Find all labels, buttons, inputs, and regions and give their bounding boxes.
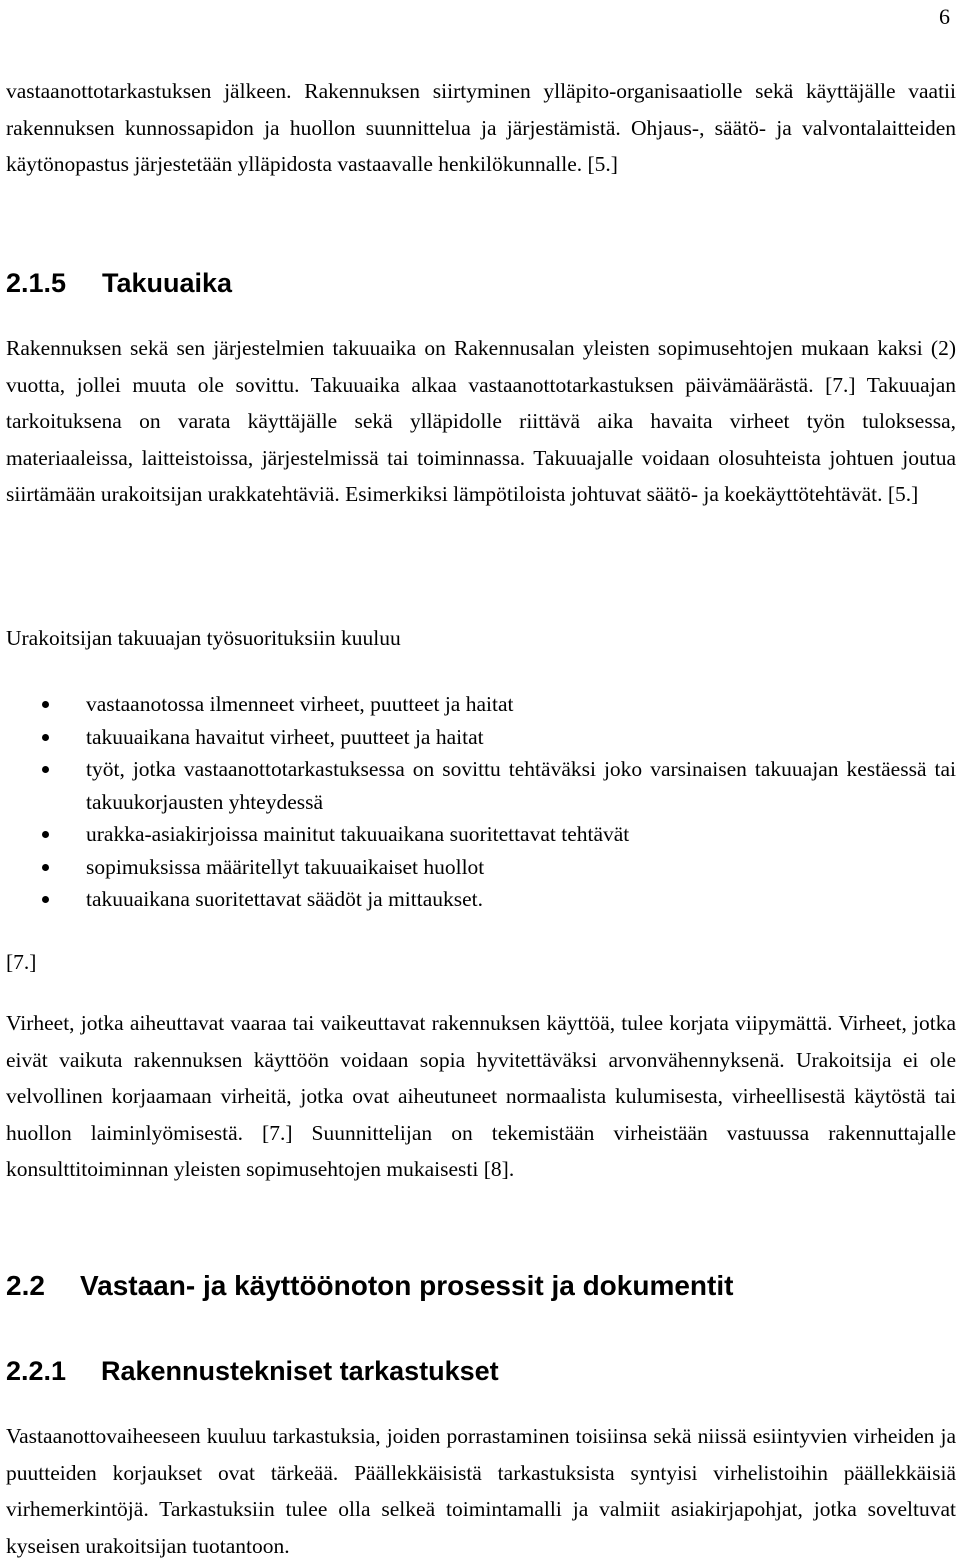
list-item-text: vastaanotossa ilmenneet virheet, puutteet ja haitat	[86, 692, 514, 716]
section-title: Rakennustekniset tarkastukset	[101, 1356, 499, 1386]
section-heading-prosessit	[6, 1268, 733, 1304]
list-item-text: sopimuksissa määritellyt takuuaikaiset huollot	[86, 854, 485, 879]
bullet-icon	[42, 864, 49, 871]
warranty-work-list	[42, 688, 956, 916]
list-lead-text: Urakoitsijan takuuajan työsuorituksiin kuuluu	[6, 626, 401, 650]
section-number: 2.1.5	[6, 268, 67, 298]
list-item-text: työt, jotka vastaanottotarkastuksessa on sovittu tehtäväksi joko varsinaisen takuuajan kestäessä tai takuukorjausten yhteydessä	[86, 757, 956, 814]
bullet-icon	[42, 896, 49, 903]
virheet-paragraph: Virheet, jotka aiheuttavat vaaraa tai vaikeuttavat rakennuksen käyttöä, tulee korjata viipymättä. Virheet, jotka eivät vaikuta rakennuksen käyttöön voidaan sopia hyvitettäväksi arvonvähennyksenä. Urakoitsija ei ole velvollinen korjaamaan virheitä, jotka ovat aiheutuneet normaalista kulumisesta, virheellisestä käytöstä tai huollon laiminlyömisestä. [7.] Suunnittelijan on tekemistään virheistään vastuussa rakennuttajalle konsulttitoiminnan yleisten sopimusehtojen mukaisesti [8].	[6, 1011, 956, 1182]
reference-citation: [7.]	[6, 950, 37, 974]
section-heading-takuuaika	[6, 266, 232, 300]
bullet-icon	[42, 734, 49, 741]
section-number: 2.2	[6, 1270, 45, 1301]
list-item-text: takuuaikana suoritettavat säädöt ja mittaukset.	[86, 887, 484, 911]
list-item-text: urakka-asiakirjoissa mainitut takuuaikana suoritettavat tehtävät	[86, 822, 630, 846]
section-title: Vastaan- ja käyttöönoton prosessit ja dokumentit	[80, 1270, 734, 1301]
rakennustekniset-paragraph: Vastaanottovaiheeseen kuuluu tarkastuksia, joiden porrastaminen toisiinsa sekä niissä esiintyvien virheiden ja puutteiden korjaukset ovat tärkeää. Päällekkäisistä tarkastuksista syntyisi virhelistoihin päällekkäisiä virhemerkintöjä. Tarkastuksiin tulee olla selkeä toimintamalli ja valmiit asiakirjapohjat, jotka soveltuvat kyseisen urakoitsijan tuotantoon.	[6, 1424, 956, 1558]
page-number: 6	[939, 4, 950, 29]
list-item	[42, 753, 956, 818]
list-item	[42, 721, 956, 754]
list-item	[42, 851, 956, 884]
bullet-icon	[42, 766, 49, 773]
bullet-icon	[42, 831, 49, 838]
list-item-text: takuuaikana havaitut virheet, puutteet ja haitat	[86, 724, 484, 749]
intro-paragraph: vastaanottotarkastuksen jälkeen. Rakennuksen siirtyminen ylläpito-organisaatiolle sekä käyttäjälle vaatii rakennuksen kunnossapidon ja huollon suunnittelua ja järjestämistä. Ohjaus-, säätö- ja valvontalaitteiden käytönopastus järjestetään ylläpidosta vastaavalle henkilökunnalle. [5.]	[6, 79, 956, 177]
list-item	[42, 688, 956, 721]
bullet-icon	[42, 701, 49, 708]
section-heading-rakennustekniset	[6, 1353, 499, 1389]
section-number: 2.2.1	[6, 1356, 67, 1386]
list-item	[42, 818, 956, 851]
section-title: Takuuaika	[102, 268, 233, 298]
takuuaika-paragraph: Rakennuksen sekä sen järjestelmien takuuaika on Rakennusalan yleisten sopimusehtojen mukaan kaksi (2) vuotta, jollei muuta ole sovittu. Takuuaika alkaa vastaanottotarkastuksen päivämäärästä. [7.] Takuuajan tarkoituksena on varata käyttäjälle sekä ylläpidolle riittävä aika havaita virheet työn tuloksessa, materiaaleissa, laitteistoissa, järjestelmissä tai toiminnassa. Takuuajalle voidaan olosuhteista johtuen joutua siirtämään urakoitsijan urakkatehtäviä. Esimerkiksi lämpötiloista johtuvat säätö- ja koekäyttötehtävät. [5.]	[6, 336, 956, 507]
list-item	[42, 883, 956, 916]
